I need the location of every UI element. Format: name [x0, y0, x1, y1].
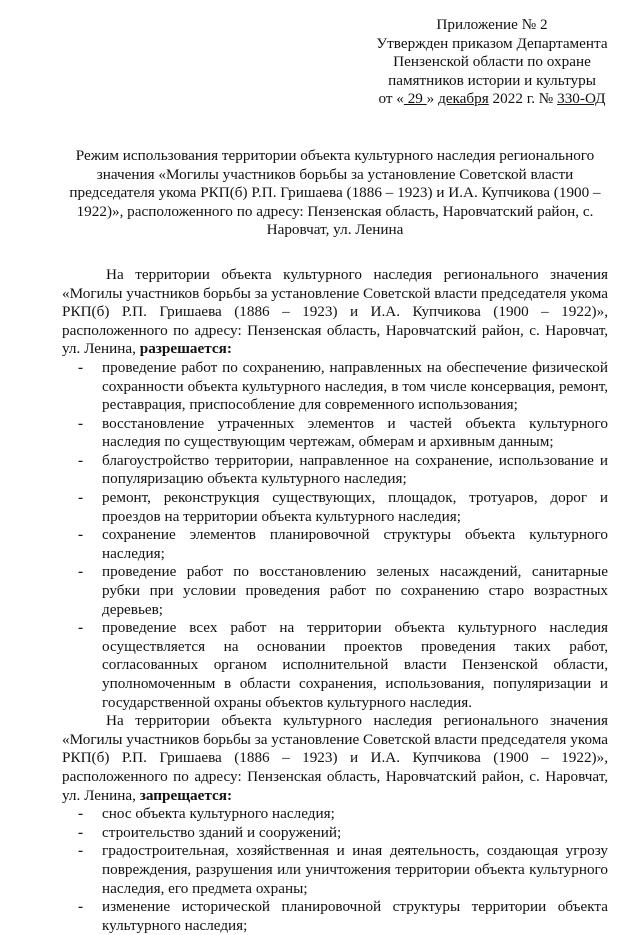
bullet-dash: - — [78, 414, 84, 432]
list-item: - проведение всех работ на территории объекта культурного наследия осуществляется на основании проектов проведения таких работ, согласованных органом исполнительной власти Пензенской области, уполномоченным в области сохранения, использования, популяризации и государственной охраны объектов культурного наследия. — [78, 619, 608, 711]
list-item: - сохранение элементов планировочной структуры объекта культурного наследия; — [78, 526, 608, 562]
allowed-intro-paragraph: На территории объекта культурного наследия регионального значения «Могилы участников борьбы за установление Советской власти председателя укома РКП(б) Р.П. Гришаева (1886 – 1923) и И.А. Купчикова (1900 – 1922)», расположенного по адресу: Пензенская область, Наровчатский район, с. Наровчат, ул. Ленина, разрешается: — [62, 265, 608, 358]
prohibited-intro-paragraph: На территории объекта культурного наследия регионального значения «Могилы участников борьбы за установление Советской власти председателя укома РКП(б) Р.П. Гришаева (1886 – 1923) и И.А. Купчикова (1900 – 1922)», расположенного по адресу: Пензенская область, Наровчатский район, с. Наровчат, ул. Ленина, запрещается: — [62, 712, 608, 804]
bullet-dash: - — [78, 842, 84, 860]
list-item: - проведение работ по восстановлению зеленых насаждений, санитарные рубки при условии проведения работ по сохранению старо возрастных деревьев; — [78, 563, 608, 618]
bullet-dash: - — [78, 619, 84, 637]
order-month: декабря — [438, 90, 489, 108]
prohibited-keyword: запрещается: — [139, 786, 233, 804]
appendix-header — [352, 16, 632, 109]
bullet-dash: - — [78, 805, 84, 823]
order-date-line: от « 29 » декабря 2022 г. № 330-ОД — [378, 90, 606, 108]
bullet-dash: - — [78, 526, 84, 544]
allowed-keyword: разрешается: — [139, 340, 232, 358]
monuments-line: памятников истории и культуры — [388, 71, 596, 89]
bullet-dash: - — [78, 898, 84, 916]
prohibited-list — [62, 805, 608, 935]
document-title: Режим использования территории объекта культурного наследия регионального значения «Могилы участников борьбы за установление Советской власти председателя укома РКП(б) Р.П. Гришаева (1886 – 1923) и И.А. Купчикова (1900 – 1922)», расположенного по адресу: Пензенская область, Наровчатский район, с. Наровчат, ул. Ленина — [69, 146, 601, 239]
bullet-dash: - — [78, 823, 84, 841]
list-item: - градостроительная, хозяйственная и иная деятельность, создающая угрозу повреждения, разрушения или уничтожения территории объекта культурного наследия, его предмета охраны; — [78, 842, 608, 897]
appendix-number: Приложение № 2 — [436, 16, 548, 33]
list-item: - снос объекта культурного наследия; — [78, 805, 335, 823]
list-item: - благоустройство территории, направленное на сохранение, использование и популяризацию объекта культурного наследия; — [78, 451, 608, 488]
order-day: 29 — [403, 90, 427, 108]
list-item: - изменение исторической планировочной структуры территории объекта культурного наследия; — [78, 898, 608, 934]
list-item: - восстановление утраченных элементов и частей объекта культурного наследия по существующим чертежам, обмерам и архивным данным; — [78, 414, 608, 451]
bullet-dash: - — [78, 358, 84, 376]
bullet-dash: - — [78, 451, 84, 469]
list-item: - проведение работ по сохранению, направленных на обеспечение физической сохранности объекта культурного наследия, в том числе консервация, ремонт, реставрация, приспособление для современного использования; — [78, 358, 608, 414]
approval-line: Утвержден приказом Департамента — [376, 34, 608, 52]
allowed-list — [62, 359, 608, 712]
department-line: Пензенской области по охране — [393, 53, 591, 71]
bullet-dash: - — [78, 563, 84, 581]
list-item: - ремонт, реконструкция существующих, площадок, тротуаров, дорог и проездов на территории объекта культурного наследия; — [78, 489, 608, 525]
bullet-dash: - — [78, 489, 84, 507]
order-number: 330-ОД — [557, 90, 606, 108]
list-item: - строительство зданий и сооружений; — [78, 823, 342, 841]
